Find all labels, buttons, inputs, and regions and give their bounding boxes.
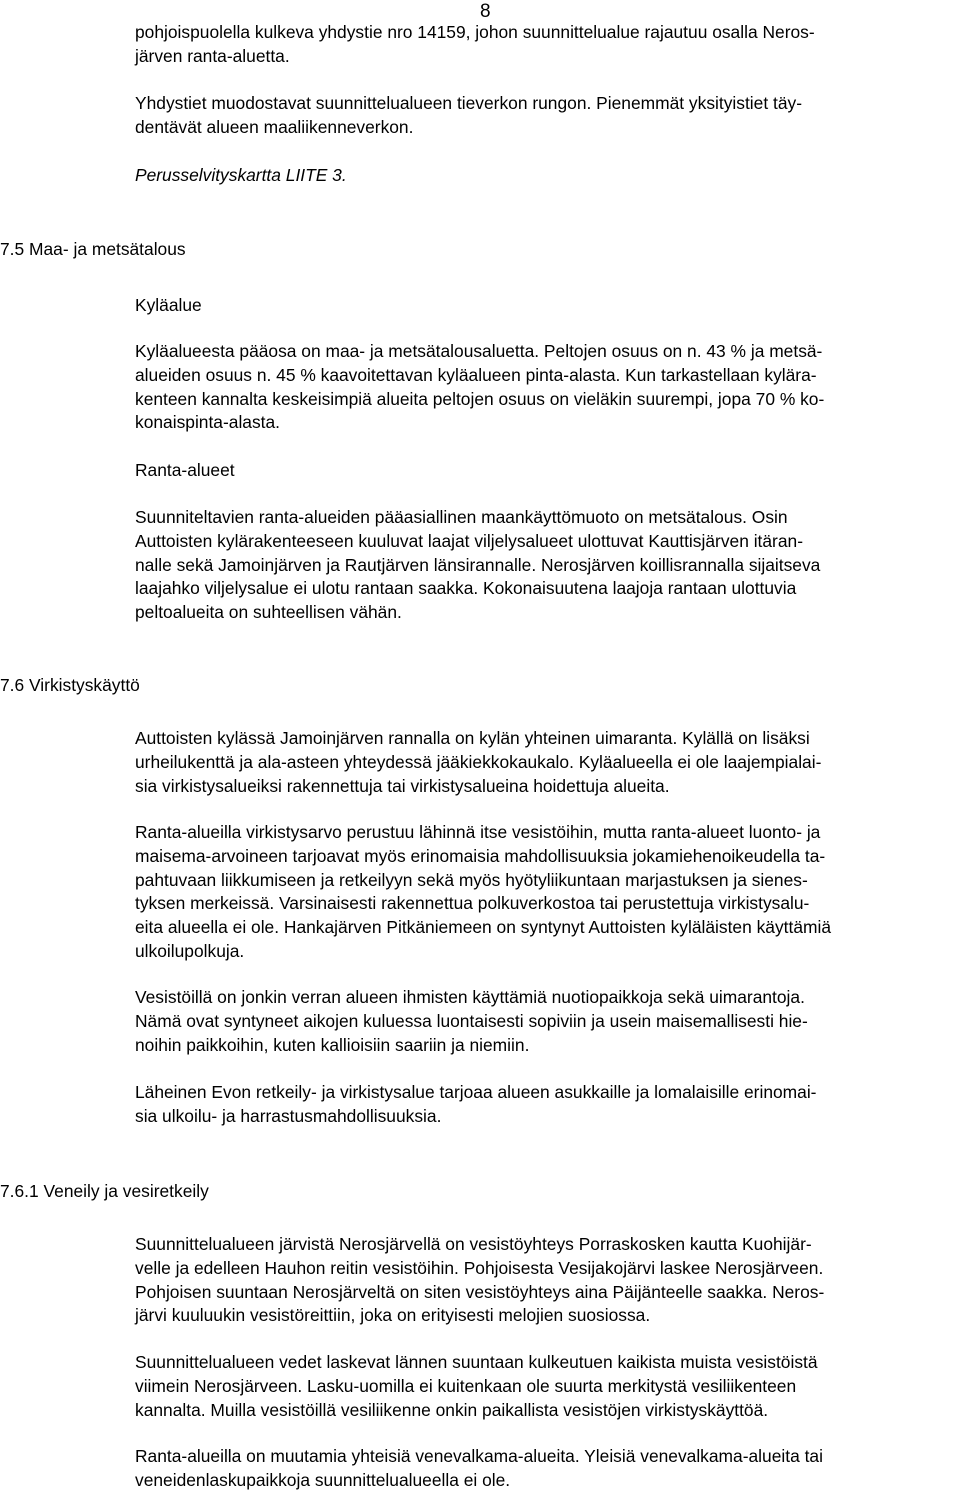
text-line: ulkoilupolkuja. [135, 940, 245, 961]
virkistys-paragraph-1 [135, 727, 951, 798]
text-line: konaispinta-alasta. [135, 412, 281, 433]
text-line: Kyläalueesta pääosa on maa- ja metsätalousaluetta. Peltojen osuus on n. 43 % ja metsä- [135, 341, 823, 361]
text-line: Läheinen Evon retkeily- ja virkistysalue tarjoaa alueen asukkaille ja lomalaisille erinomai- [135, 1082, 817, 1102]
veneily-paragraph-2 [135, 1351, 951, 1422]
text-line: sia virkistysalueiksi rakennettuja tai virkistysalueina hoidettuja alueita. [135, 775, 670, 796]
text-line: veneidenlaskupaikkoja suunnittelualueella ei ole. [135, 1469, 511, 1490]
text-line: nalle sekä Jamoinjärven ja Rautjärven länsirannalle. Nerosjärven koillisrannalla sijaitseva [135, 554, 821, 575]
virkistys-paragraph-3 [135, 986, 951, 1057]
text-line: alueiden osuus n. 45 % kaavoitettavan kyläalueen pinta-alasta. Kun tarkastellaan kylära- [135, 364, 817, 385]
text-line: dentävät alueen maaliikenneverkon. [135, 116, 414, 137]
page-number: 8 [480, 1, 491, 22]
text-line: kannalta. Muilla vesistöillä vesiliikenne onkin paikallista vesistöjen virkistyskäyttöä. [135, 1399, 769, 1420]
section-heading-7-5: 7.5 Maa- ja metsätalous [0, 239, 186, 259]
roads-paragraph [135, 92, 951, 140]
veneily-paragraph-3 [135, 1445, 951, 1493]
kylaalue-paragraph [135, 340, 951, 435]
text-line: Ranta-alueilla on muutamia yhteisiä venevalkama-alueita. Yleisiä venevalkama-alueita tai [135, 1446, 823, 1466]
text-line: viimein Nerosjärveen. Lasku-uomilla ei kuitenkaan ole suurta merkitystä vesiliikenteen [135, 1375, 797, 1396]
text-line: peltoalueita on suhteellisen vähän. [135, 602, 402, 623]
text-line: kenteen kannalta keskeisimpiä alueita peltojen osuus on vieläkin suurempi, jopa 70 % ko- [135, 388, 825, 409]
text-line: pohjoispuolella kulkeva yhdystie nro 14159, johon suunnittelualue rajautuu osalla Neros- [135, 22, 815, 42]
text-line: tyksen merkeissä. Varsinaisesti rakennettua polkuverkostoa tai perustettuja virkistysalu- [135, 893, 810, 914]
text-line: urheilukenttä ja ala-asteen yhteydessä jääkiekkokaukalo. Kyläalueella ei ole laajempialai- [135, 751, 822, 772]
text-line: järven ranta-aluetta. [135, 45, 290, 66]
text-line: järvi kuuluukin vesistöreittiin, joka on erityisesti melojien suosiossa. [135, 1305, 651, 1326]
text-line: Vesistöillä on jonkin verran alueen ihmisten käyttämiä nuotiopaikkoja sekä uimarantoja. [135, 987, 805, 1007]
text-line: eita alueella ei ole. Hankajärven Pitkäniemeen on syntynyt Auttoisten kyläläisten käyttämiä [135, 917, 832, 938]
ranta-paragraph [135, 506, 951, 625]
text-line: maisema-arvoineen tarjoavat myös erinomaisia mahdollisuuksia jokamiehenoikeudella ta- [135, 845, 826, 866]
intro-paragraph [135, 21, 951, 69]
section-heading-7-6-1: 7.6.1 Veneily ja vesiretkeily [0, 1181, 209, 1201]
text-line: Auttoisten kylärakenteeseen kuuluvat laajat viljelysalueet ulottuvat Kauttisjärven itäran- [135, 530, 803, 551]
text-line: Auttoisten kylässä Jamoinjärven rannalla on kylän yhteinen uimaranta. Kylällä on lisäksi [135, 728, 810, 748]
text-line: velle ja edelleen Hauhon reitin vesistöihin. Pohjoisesta Vesijakojärvi laskee Nerosjärveen. [135, 1257, 824, 1278]
text-line: Nämä ovat syntyneet aikojen kuluessa luontaisesti sopiviin ja usein maisemallisesti hie- [135, 1010, 808, 1031]
text-line: Suunnittelualueen vedet laskevat lännen suuntaan kulkeutuen kaikista muista vesistöistä [135, 1352, 818, 1372]
text-line: Suunniteltavien ranta-alueiden pääasiallinen maankäyttömuoto on metsätalous. Osin [135, 507, 788, 527]
text-line: laajahko viljelysalue ei ulotu rantaan saakka. Kokonaisuutena laajoja rantaan ulottuvia [135, 578, 797, 599]
veneily-paragraph-1 [135, 1233, 951, 1328]
text-line: Pohjoisen suuntaan Nerosjärveltä on siten vesistöyhteys aina Päijänteelle saakka. Neros- [135, 1281, 825, 1302]
text-line: Yhdystiet muodostavat suunnittelualueen tieverkon rungon. Pienemmät yksityistiet täy- [135, 93, 802, 113]
subheading-ranta-alueet: Ranta-alueet [135, 460, 235, 480]
text-line: sia ulkoilu- ja harrastusmahdollisuuksia. [135, 1105, 442, 1126]
text-line: Ranta-alueilla virkistysarvo perustuu lähinnä itse vesistöihin, mutta ranta-alueet luonto- ja [135, 822, 821, 842]
virkistys-paragraph-2 [135, 821, 951, 964]
appendix-reference: Perusselvityskartta LIITE 3. [135, 165, 347, 185]
subheading-kylaalue: Kyläalue [135, 295, 202, 315]
virkistys-paragraph-4 [135, 1081, 951, 1129]
text-line: pahtuvaan liikkumiseen ja retkeilyyn sekä myös hyötyliikuntaan marjastuksen ja sienes- [135, 869, 808, 890]
section-heading-7-6: 7.6 Virkistyskäyttö [0, 675, 140, 695]
text-line: Suunnittelualueen järvistä Nerosjärvellä on vesistöyhteys Porraskosken kautta Kuohijär- [135, 1234, 812, 1254]
text-line: noihin paikkoihin, kuten kallioisiin saariin ja niemiin. [135, 1034, 530, 1055]
